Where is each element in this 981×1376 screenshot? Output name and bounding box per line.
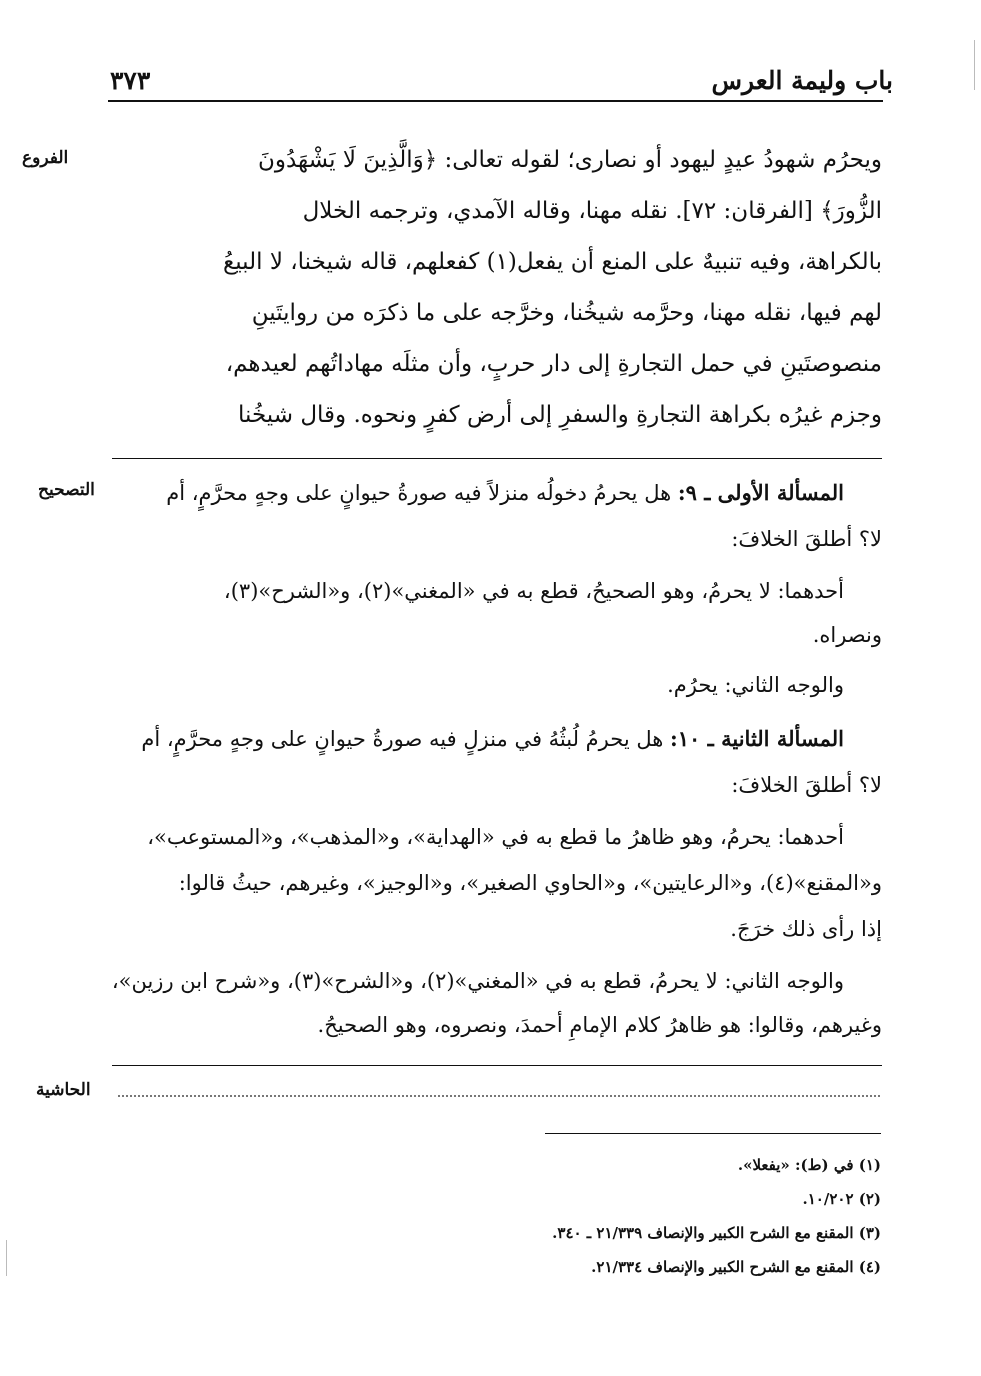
main-text-line: الزُّورَ﴾ [الفرقان: ٧٢]. نقله مهنا، وقاله الآمدي، وترجمه الخلال [302, 198, 882, 224]
footnote-separator [545, 1133, 881, 1134]
correction-line [74, 962, 882, 1000]
correction-text: إذا رأى ذلك خرَجَ. [730, 917, 882, 941]
main-text-line: لهم فيها، نقله مهنا، وحرَّمه شيخُنا، وخرَّجه على ما ذكرَه من روايتَينِ [251, 300, 882, 326]
correction-line [112, 766, 882, 804]
footnote-1: (١) في (ط): «يفعلا». [737, 1156, 881, 1174]
correction-line [74, 666, 882, 704]
issue-heading: المسألة الأولى ـ ٩: [677, 480, 844, 505]
main-text-block [112, 135, 882, 441]
main-text-line: منصوصتَينِ في حمل التجارةِ إلى دار حربٍ، وأن مثلَه مهاداتُهم لعيدهم، [225, 351, 882, 377]
footnote-4: (٤) المقنع مع الشرح الكبير والإنصاف ٢١/٣٣٤. [591, 1258, 881, 1276]
main-text-line: ويحرُم شهودُ عيدٍ ليهود أو نصارى؛ لقوله تعالى: ﴿وَالَّذِينَ لَا يَشْهَدُونَ [257, 147, 882, 173]
side-label-hashiya: الحاشية [36, 1080, 91, 1100]
correction-line [74, 474, 882, 512]
correction-text: لا؟ أطلقَ الخلافَ: [731, 773, 882, 797]
correction-text: أحدهما: يحرمُ، وهو ظاهرُ ما قطع به في «الهداية»، و«المذهب»، و«المستوعب»، [147, 825, 844, 849]
section-divider-2 [112, 1065, 882, 1066]
footnote-3: (٣) المقنع مع الشرح الكبير والإنصاف ٢١/٣٣٩ ـ ٣٤٠. [552, 1224, 881, 1242]
header-rule [108, 100, 883, 102]
chapter-title: باب وليمة العرس [711, 66, 893, 95]
side-label-furu: الفروع [22, 148, 69, 168]
page-number: ٣٧٣ [110, 66, 151, 95]
correction-text: وغيرهم، وقالوا: هو ظاهرُ كلام الإمامِ أحمدَ، ونصروه، وهو الصحيحُ. [317, 1013, 882, 1037]
correction-text: و«المقنع»(٤)، و«الرعايتين»، و«الحاوي الصغير»، و«الوجيز»، وغيرهم، حيثُ قالوا: [178, 871, 882, 895]
section-divider [112, 458, 882, 459]
scan-edge-mark-2 [6, 1240, 7, 1276]
correction-text: والوجه الثاني: يحرُم. [667, 673, 844, 697]
footnote-2: (٢) ١٠/٢٠٢. [802, 1190, 881, 1208]
hashiya-dotted-line [118, 1095, 880, 1097]
scan-edge-mark [974, 40, 975, 90]
correction-line [112, 910, 882, 948]
correction-line [112, 616, 882, 654]
correction-text: هل يحرمُ لُبثُهُ في منزلٍ فيه صورةُ حيوانٍ على وجهٍ محرَّمٍ، أم [141, 727, 670, 751]
correction-text: ونصراه. [812, 623, 882, 647]
correction-line [74, 720, 882, 758]
correction-text: هل يحرمُ دخولُه منزلاً فيه صورةُ حيوانٍ على وجهٍ محرَّمٍ، أم [166, 481, 678, 505]
correction-line [74, 818, 882, 856]
correction-line [112, 1006, 882, 1044]
correction-line [74, 572, 882, 610]
correction-text: أحدهما: لا يحرمُ، وهو الصحيحُ، قطع به في «المغني»(٢)، و«الشرح»(٣)، [223, 579, 844, 603]
correction-line [112, 864, 882, 902]
correction-text: والوجه الثاني: لا يحرمُ، قطع به في «المغني»(٢)، و«الشرح»(٣)، و«شرح ابن رزين»، [111, 969, 844, 993]
issue-heading: المسألة الثانية ـ ١٠: [670, 726, 844, 751]
correction-text: لا؟ أطلقَ الخلافَ: [731, 527, 882, 551]
main-text-line: بالكراهة، وفيه تنبيهٌ على المنع أن يفعل(١) كفعلهم، قاله شيخنا، لا البيعُ [222, 249, 882, 275]
side-label-tashih: التصحيح [38, 480, 95, 500]
correction-line [112, 520, 882, 558]
main-text-line: وجزم غيرُه بكراهة التجارةِ والسفرِ إلى أرض كفرٍ ونحوه. وقال شيخُنا [238, 402, 882, 428]
